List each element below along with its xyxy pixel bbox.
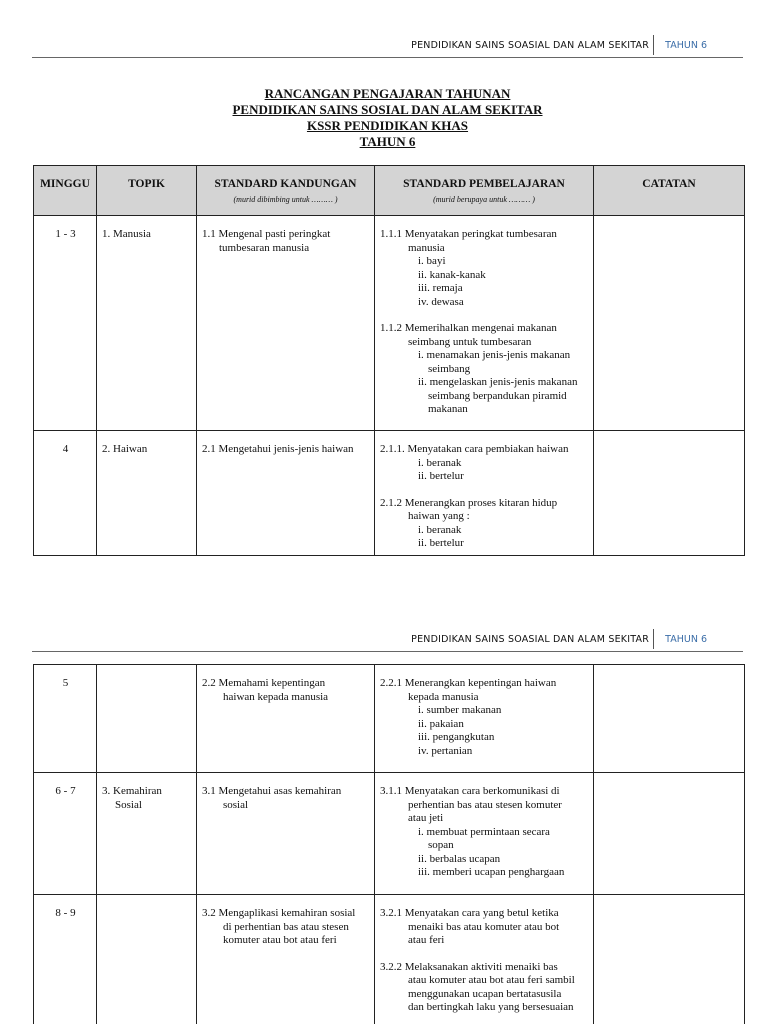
cell-standard-pembelajaran: 3.2.1 Menyatakan cara yang betul ketika menaiki bas atau komuter atau bot atau feri 3.2.2 Melaksanakan aktiviti menaiki bas atau komuter atau bot atau feri sambil menggunakan ucapan bertatasusila dan bertingkah laku yang bersesuaian — [375, 895, 594, 1024]
header-rule — [32, 651, 743, 652]
header-year: TAHUN 6 — [665, 40, 707, 51]
cell-topic: 1. Manusia — [97, 216, 197, 431]
table-header-row — [34, 166, 745, 216]
cell-week: 1 - 3 — [34, 216, 97, 431]
header-subject: PENDIDIKAN SAINS SOASIAL DAN ALAM SEKITAR — [411, 40, 649, 51]
col-standard-kandungan: STANDARD KANDUNGAN (murid dibimbing untuk ……… ) — [197, 166, 375, 216]
cell-standard-pembelajaran: 2.1.1. Menyatakan cara pembiakan haiwan i. beranak ii. bertelur 2.1.2 Menerangkan proses kitaran hidup haiwan yang : i. beranak ii. bertelur — [375, 431, 594, 556]
col-catatan: CATATAN — [594, 166, 745, 216]
cell-standard-pembelajaran: 3.1.1 Menyatakan cara berkomunikasi di perhentian bas atau stesen komuter atau jeti i. membuat permintaan secara sopan ii. berbalas ucapan iii. memberi ucapan penghargaan — [375, 773, 594, 895]
cell-catatan — [594, 665, 745, 773]
title-line-2: PENDIDIKAN SAINS SOSIAL DAN ALAM SEKITAR — [232, 102, 543, 117]
page-header-2 — [32, 626, 743, 652]
cell-topic — [97, 895, 197, 1024]
cell-topic — [97, 665, 197, 773]
header-separator — [653, 35, 654, 55]
header-subject: PENDIDIKAN SAINS SOASIAL DAN ALAM SEKITAR — [411, 634, 649, 645]
cell-week: 8 - 9 — [34, 895, 97, 1024]
cell-week: 6 - 7 — [34, 773, 97, 895]
page-header-1 — [32, 32, 743, 58]
col-standard-pembelajaran: STANDARD PEMBELAJARAN (murid berupaya untuk ……… ) — [375, 166, 594, 216]
cell-week: 5 — [34, 665, 97, 773]
table-row — [34, 895, 745, 1024]
plan-table-2 — [33, 664, 745, 1024]
title-line-1: RANCANGAN PENGAJARAN TAHUNAN — [264, 86, 511, 101]
col-minggu: MINGGU — [34, 166, 97, 216]
table-row — [34, 773, 745, 895]
cell-standard-kandungan: 3.2 Mengaplikasi kemahiran sosial di perhentian bas atau stesen komuter atau bot atau feri — [197, 895, 375, 1024]
title-line-3: KSSR PENDIDIKAN KHAS — [306, 118, 469, 133]
header-rule — [32, 57, 743, 58]
cell-topic: 2. Haiwan — [97, 431, 197, 556]
table-row — [34, 665, 745, 773]
cell-standard-kandungan: 3.1 Mengetahui asas kemahiran sosial — [197, 773, 375, 895]
cell-standard-pembelajaran: 2.2.1 Menerangkan kepentingan haiwan kepada manusia i. sumber makanan ii. pakaian iii. pengangkutan iv. pertanian — [375, 665, 594, 773]
header-separator — [653, 629, 654, 649]
cell-standard-kandungan: 2.2 Memahami kepentingan haiwan kepada manusia — [197, 665, 375, 773]
cell-catatan — [594, 773, 745, 895]
table-row — [34, 216, 745, 431]
cell-week: 4 — [34, 431, 97, 556]
plan-table-1 — [33, 165, 745, 556]
document-title — [32, 86, 743, 150]
cell-standard-kandungan: 2.1 Mengetahui jenis-jenis haiwan — [197, 431, 375, 556]
cell-standard-pembelajaran: 1.1.1 Menyatakan peringkat tumbesaran manusia i. bayi ii. kanak-kanak iii. remaja iv. dewasa 1.1.2 Memerihalkan mengenai makanan seimbang untuk tumbesaran i. menamakan jenis-jenis makanan seimbang ii. mengelaskan jenis-jenis makanan seimbang berpandukan piramid makanan — [375, 216, 594, 431]
cell-topic: 3. Kemahiran Sosial — [97, 773, 197, 895]
header-year: TAHUN 6 — [665, 634, 707, 645]
cell-catatan — [594, 216, 745, 431]
cell-catatan — [594, 431, 745, 556]
cell-catatan — [594, 895, 745, 1024]
col-topik: TOPIK — [97, 166, 197, 216]
table-row — [34, 431, 745, 556]
col-sp-note: (murid berupaya untuk ……… ) — [433, 194, 535, 204]
col-sk-note: (murid dibimbing untuk ……… ) — [233, 194, 338, 204]
cell-standard-kandungan: 1.1 Mengenal pasti peringkat tumbesaran manusia — [197, 216, 375, 431]
title-line-4: TAHUN 6 — [359, 134, 416, 149]
